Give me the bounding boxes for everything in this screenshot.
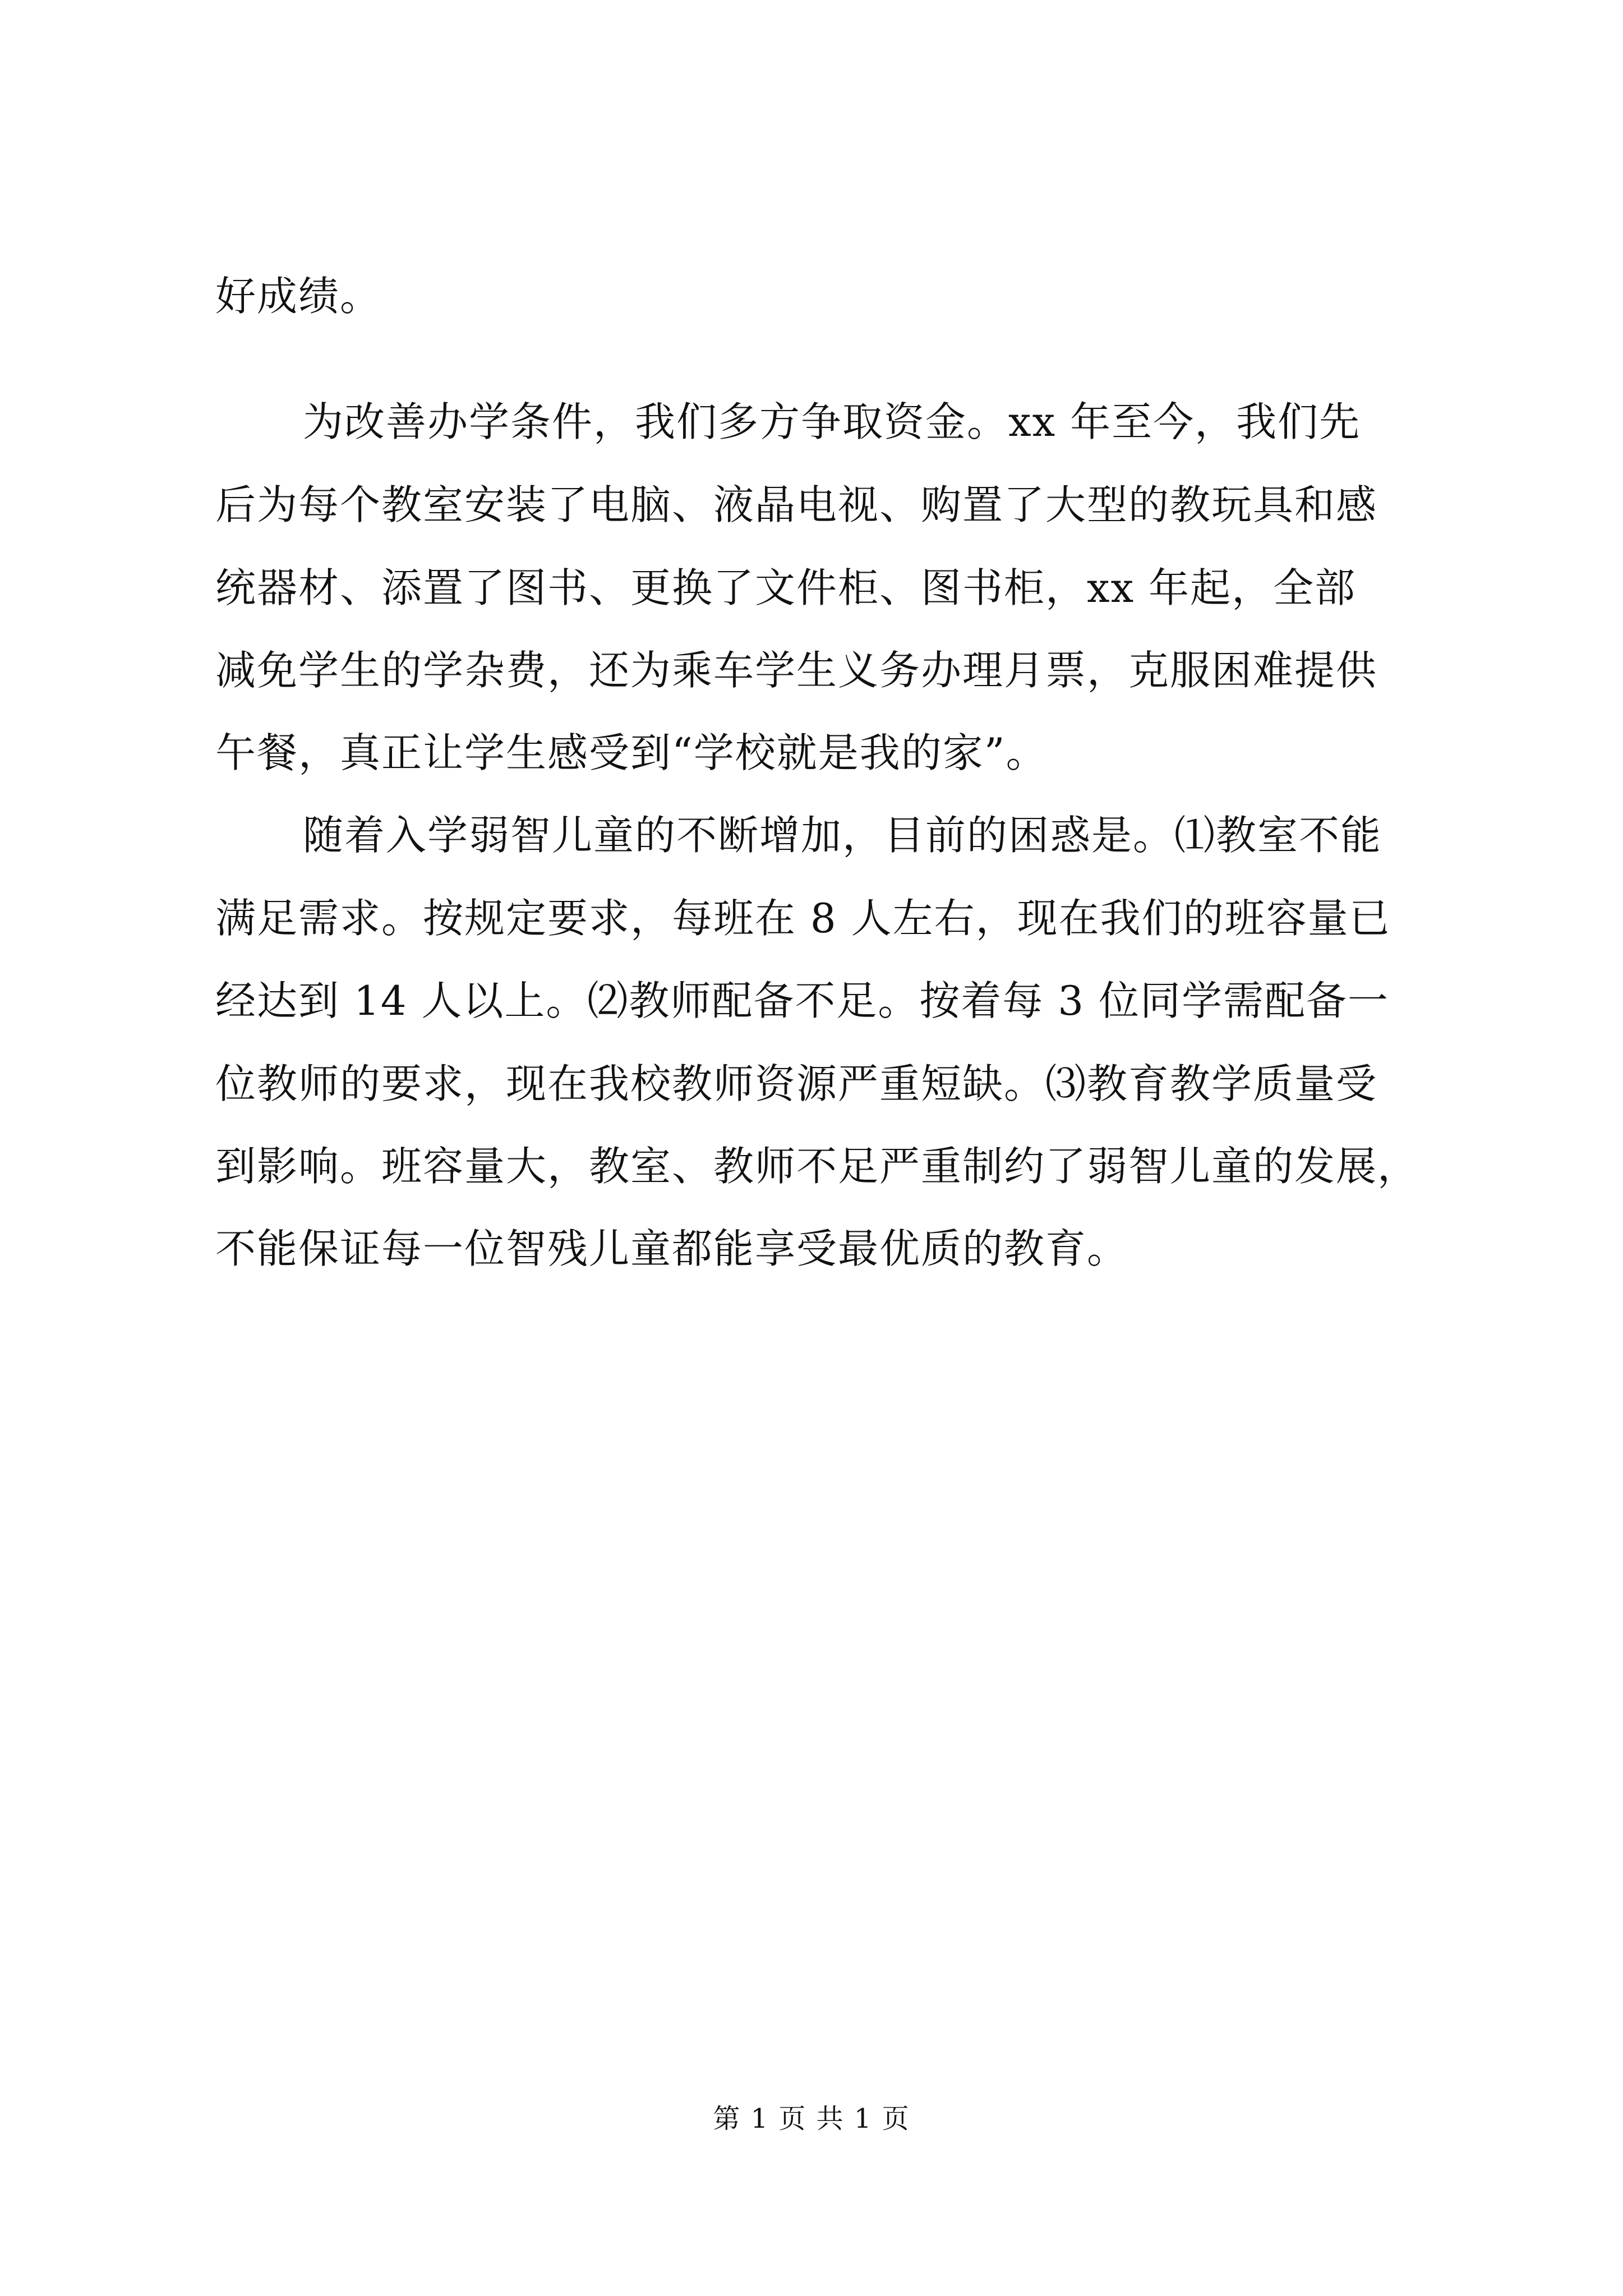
text-line: 为改善办学条件，我们多方争取资金。xx 年至今，我们先 xyxy=(303,398,1361,445)
text-line: 到影响。班容量大，教室、教师不足严重制约了弱智儿童的发展， xyxy=(215,1143,1419,1190)
text-line: 经达到 14 人以上。⑵教师配备不足。按着每 3 位同学需配备一 xyxy=(215,977,1389,1024)
text-line: 位教师的要求，现在我校教师资源严重短缺。⑶教育教学质量受 xyxy=(215,1060,1378,1107)
text-line: 满足需求。按规定要求，每班在 8 人左右，现在我们的班容量已 xyxy=(215,895,1391,942)
page-number-footer: 第 1 页 共 1 页 xyxy=(713,2103,910,2134)
text-line: 午餐，真正让学生感受到“学校就是我的家”。 xyxy=(215,729,1048,776)
text-line: 减免学生的学杂费，还为乘车学生义务办理月票，克服困难提供 xyxy=(215,647,1378,694)
text-line: 不能保证每一位智残儿童都能享受最优质的教育。 xyxy=(215,1225,1129,1272)
text-line: 好成绩。 xyxy=(215,273,382,320)
text-line: 统器材、添置了图书、更换了文件柜、图书柜，xx 年起，全部 xyxy=(215,564,1357,611)
text-line: 随着入学弱智儿童的不断增加，目前的困惑是。⑴教室不能 xyxy=(303,812,1382,859)
text-line: 后为每个教室安装了电脑、液晶电视、购置了大型的教玩具和感 xyxy=(215,481,1378,528)
